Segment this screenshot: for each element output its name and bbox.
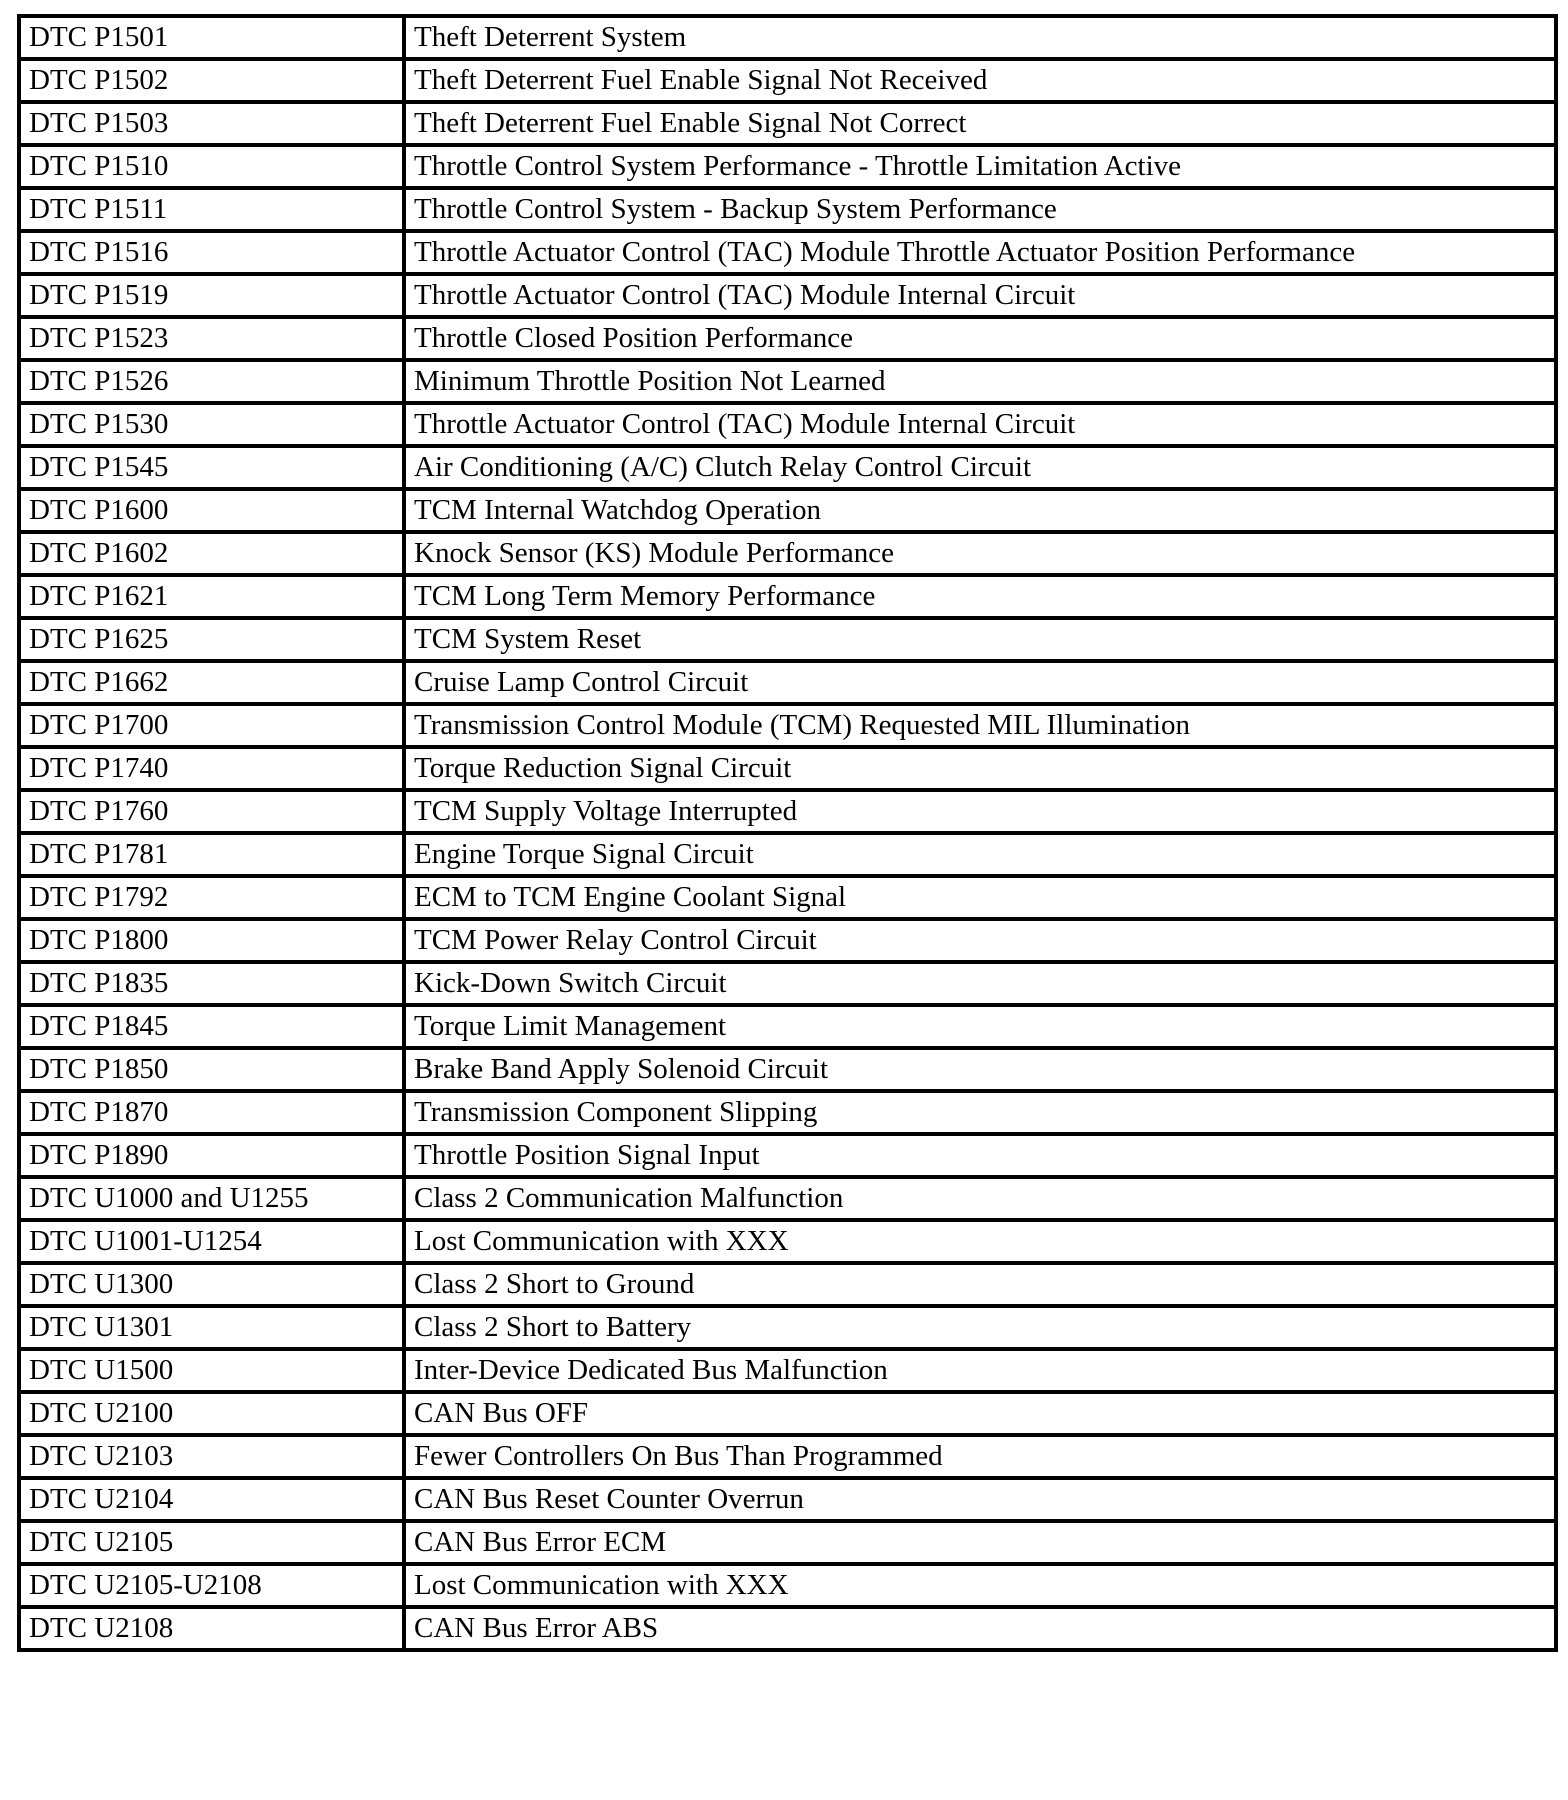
dtc-description-cell: Cruise Lamp Control Circuit [404, 661, 1556, 704]
dtc-code-cell: DTC P1545 [19, 446, 404, 489]
table-row [19, 704, 1556, 747]
dtc-description-cell: Theft Deterrent Fuel Enable Signal Not Received [404, 59, 1556, 102]
dtc-description-cell: Transmission Control Module (TCM) Requested MIL Illumination [404, 704, 1556, 747]
table-row [19, 1134, 1556, 1177]
dtc-description-cell: Throttle Actuator Control (TAC) Module Internal Circuit [404, 274, 1556, 317]
dtc-code-cell: DTC P1511 [19, 188, 404, 231]
dtc-code-cell: DTC P1523 [19, 317, 404, 360]
dtc-description-cell: Throttle Actuator Control (TAC) Module Throttle Actuator Position Performance [404, 231, 1556, 274]
dtc-code-cell: DTC P1600 [19, 489, 404, 532]
dtc-code-cell: DTC P1502 [19, 59, 404, 102]
table-row [19, 1048, 1556, 1091]
dtc-code-cell: DTC P1792 [19, 876, 404, 919]
table-row [19, 188, 1556, 231]
table-row [19, 317, 1556, 360]
dtc-code-cell: DTC P1662 [19, 661, 404, 704]
dtc-description-cell: TCM System Reset [404, 618, 1556, 661]
table-row [19, 747, 1556, 790]
table-row [19, 1220, 1556, 1263]
dtc-code-cell: DTC P1700 [19, 704, 404, 747]
dtc-description-cell: Torque Reduction Signal Circuit [404, 747, 1556, 790]
dtc-code-cell: DTC U1500 [19, 1349, 404, 1392]
table-row [19, 1005, 1556, 1048]
dtc-description-cell: Theft Deterrent Fuel Enable Signal Not Correct [404, 102, 1556, 145]
dtc-code-cell: DTC U2105 [19, 1521, 404, 1564]
table-row [19, 1521, 1556, 1564]
dtc-description-cell: Kick-Down Switch Circuit [404, 962, 1556, 1005]
table-row [19, 1349, 1556, 1392]
table-row [19, 403, 1556, 446]
dtc-code-cell: DTC P1530 [19, 403, 404, 446]
dtc-code-cell: DTC U1300 [19, 1263, 404, 1306]
table-row [19, 833, 1556, 876]
dtc-description-cell: CAN Bus Error ABS [404, 1607, 1556, 1650]
dtc-code-cell: DTC U2100 [19, 1392, 404, 1435]
dtc-code-cell: DTC U2104 [19, 1478, 404, 1521]
table-row [19, 274, 1556, 317]
dtc-code-cell: DTC U1301 [19, 1306, 404, 1349]
dtc-code-cell: DTC U2108 [19, 1607, 404, 1650]
dtc-description-cell: Lost Communication with XXX [404, 1564, 1556, 1607]
dtc-code-cell: DTC P1781 [19, 833, 404, 876]
document-page [17, 14, 1554, 1652]
table-row [19, 1306, 1556, 1349]
dtc-description-cell: Torque Limit Management [404, 1005, 1556, 1048]
dtc-code-cell: DTC U2105-U2108 [19, 1564, 404, 1607]
dtc-code-cell: DTC U1001-U1254 [19, 1220, 404, 1263]
table-row [19, 919, 1556, 962]
table-row [19, 532, 1556, 575]
dtc-description-cell: Class 2 Short to Battery [404, 1306, 1556, 1349]
dtc-code-cell: DTC P1503 [19, 102, 404, 145]
table-row [19, 575, 1556, 618]
dtc-description-cell: Throttle Position Signal Input [404, 1134, 1556, 1177]
dtc-description-cell: CAN Bus Reset Counter Overrun [404, 1478, 1556, 1521]
dtc-code-cell: DTC P1845 [19, 1005, 404, 1048]
table-row [19, 446, 1556, 489]
table-row [19, 102, 1556, 145]
table-row [19, 876, 1556, 919]
dtc-description-cell: Class 2 Communication Malfunction [404, 1177, 1556, 1220]
table-row [19, 59, 1556, 102]
dtc-description-cell: TCM Long Term Memory Performance [404, 575, 1556, 618]
dtc-code-cell: DTC P1870 [19, 1091, 404, 1134]
dtc-description-cell: Engine Torque Signal Circuit [404, 833, 1556, 876]
dtc-code-cell: DTC P1890 [19, 1134, 404, 1177]
dtc-table [17, 14, 1558, 1652]
table-row [19, 145, 1556, 188]
table-row [19, 1564, 1556, 1607]
dtc-description-cell: Minimum Throttle Position Not Learned [404, 360, 1556, 403]
table-row [19, 790, 1556, 833]
table-row [19, 231, 1556, 274]
dtc-code-cell: DTC P1519 [19, 274, 404, 317]
table-row [19, 1435, 1556, 1478]
dtc-code-cell: DTC P1510 [19, 145, 404, 188]
dtc-description-cell: Lost Communication with XXX [404, 1220, 1556, 1263]
dtc-description-cell: TCM Supply Voltage Interrupted [404, 790, 1556, 833]
dtc-code-cell: DTC P1740 [19, 747, 404, 790]
dtc-description-cell: Air Conditioning (A/C) Clutch Relay Control Circuit [404, 446, 1556, 489]
dtc-description-cell: Theft Deterrent System [404, 16, 1556, 59]
dtc-code-cell: DTC P1625 [19, 618, 404, 661]
table-row [19, 1478, 1556, 1521]
dtc-code-cell: DTC P1602 [19, 532, 404, 575]
table-row [19, 962, 1556, 1005]
dtc-description-cell: Throttle Control System Performance - Throttle Limitation Active [404, 145, 1556, 188]
table-row [19, 489, 1556, 532]
table-row [19, 618, 1556, 661]
dtc-description-cell: Class 2 Short to Ground [404, 1263, 1556, 1306]
dtc-description-cell: Throttle Control System - Backup System Performance [404, 188, 1556, 231]
table-row [19, 1607, 1556, 1650]
table-row [19, 661, 1556, 704]
dtc-code-cell: DTC P1621 [19, 575, 404, 618]
dtc-code-cell: DTC P1760 [19, 790, 404, 833]
dtc-code-cell: DTC P1501 [19, 16, 404, 59]
dtc-code-cell: DTC P1850 [19, 1048, 404, 1091]
dtc-code-cell: DTC P1526 [19, 360, 404, 403]
dtc-description-cell: CAN Bus Error ECM [404, 1521, 1556, 1564]
dtc-description-cell: ECM to TCM Engine Coolant Signal [404, 876, 1556, 919]
table-row [19, 1177, 1556, 1220]
dtc-code-cell: DTC P1800 [19, 919, 404, 962]
dtc-description-cell: CAN Bus OFF [404, 1392, 1556, 1435]
dtc-code-cell: DTC P1835 [19, 962, 404, 1005]
dtc-description-cell: Transmission Component Slipping [404, 1091, 1556, 1134]
table-row [19, 1392, 1556, 1435]
dtc-description-cell: TCM Internal Watchdog Operation [404, 489, 1556, 532]
dtc-description-cell: TCM Power Relay Control Circuit [404, 919, 1556, 962]
table-row [19, 16, 1556, 59]
table-row [19, 1091, 1556, 1134]
dtc-table-body [19, 16, 1556, 1650]
dtc-code-cell: DTC P1516 [19, 231, 404, 274]
table-row [19, 360, 1556, 403]
dtc-description-cell: Throttle Actuator Control (TAC) Module Internal Circuit [404, 403, 1556, 446]
dtc-code-cell: DTC U2103 [19, 1435, 404, 1478]
dtc-description-cell: Knock Sensor (KS) Module Performance [404, 532, 1556, 575]
dtc-description-cell: Fewer Controllers On Bus Than Programmed [404, 1435, 1556, 1478]
table-row [19, 1263, 1556, 1306]
dtc-description-cell: Inter-Device Dedicated Bus Malfunction [404, 1349, 1556, 1392]
dtc-description-cell: Brake Band Apply Solenoid Circuit [404, 1048, 1556, 1091]
dtc-code-cell: DTC U1000 and U1255 [19, 1177, 404, 1220]
dtc-description-cell: Throttle Closed Position Performance [404, 317, 1556, 360]
